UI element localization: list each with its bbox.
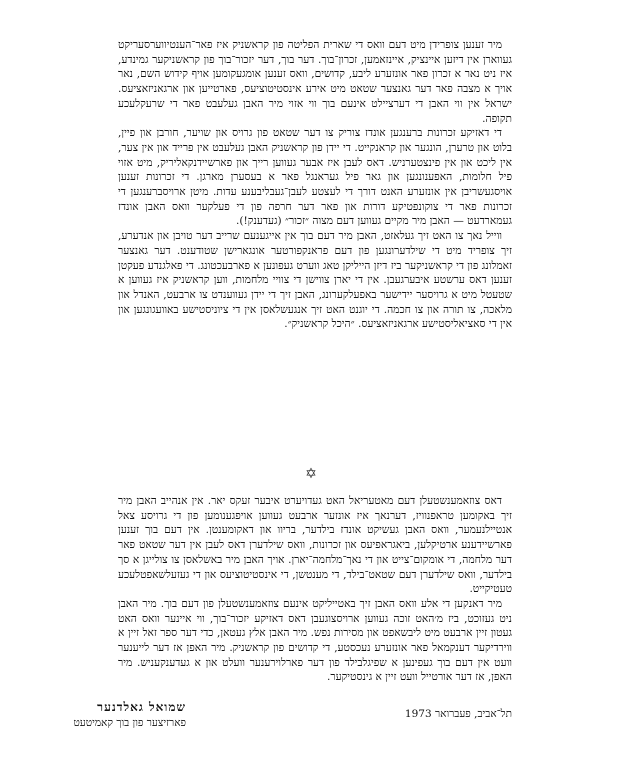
preface-text-part-2 [118, 494, 512, 685]
star-of-david-icon: ✡ [305, 466, 317, 482]
paragraph: ווייל נאך צו האט זיך געלאזט, האבן מיר דעם בוך אין אייגענעם שרייב דער טויבן און אנדערע, זיך צופריד מיט די שילדערונגען פון דעם פראנקפורטער אונגארישן שטודענט. דער גאנצער זאמלונג פון די קראשניקער ביז דיזן הייליקן טאג ווערט געפונען א פארבעכטונג. די פאלגנדע פעקטן זענען דאס ערשטע איבערגעבן. אין די יארן צווישן די צוויי מלחמות, ווען קראשניק איז געווען א שטעטל מיט א גרויסער יידישער באפעלקערונג, האבן זיך די יידן געווענדט צו ארבעט, האנדל און מלאכה, צו תורה און צו חכמה. די יוגנט האט זיך אנגעשלאסן אין די ציוניסטישע באוועגונגען און אין די סאציאליסטישע ארגאניזאציעס. ״היכל קראשניק״. [118, 230, 512, 331]
paragraph: מיר דאנקען די אלע וואס האבן זיך באטייליקט אינעם צוזאמענשטעלן פון דעם בוך. מיר האבן ניט געזוכט, ביז מ׳האט זוכה געווען ארויסצוגעבן דאס דאזיקע יזכור־בוך, ווי איינער וואס האט געטון זיין ארבעט מיט ליבשאפט און מסירות נפש. מיר האבן אלץ געטאן, כדי דער ספר זאל זיין א ווירדיקער דענקמאל פאר אונזערע נעכסטע, די קדושים פון קראשניק. מיר האפן אז דער לייענער וועט אין דעם בוך געפינען א שפיגלבילד פון דער פארלוירענער וועלט און א געדענקעניש. מיר האפן, אז דער אורטייל וועט זיין א גינסטיקער. [118, 597, 512, 684]
preface-text-part-1 [118, 38, 512, 332]
signature-name: שמואל גאלדנער [97, 700, 186, 714]
paragraph: דאס צוזאמענשטעלן דעם מאטעריאל האט געדויערט איבער זעקס יאר. אין אנהייב האבן מיר זיך באקומען טראפנוויז, דערנאך איז אונזער ארבעט געווען אויפגענומען פון די גרויסע צאל אנטיילנעמער, וואס האבן געשיקט אונדז בילדער, בריוו און דאקומענטן. אין דעם בוך זענען פארשיידענע ארטיקלען, ביאגראפיעס און זכרונות, וואס שילדערן דאס לעבן אין דער שטאט פאר דער מלחמה, די אומקום־צייט און די נאך־מלחמה־יארן. אויך האבן מיר באשלאסן צו צולייגן א סך בילדער, וואס שילדערן דעם שטאט־בילד, די מענטשן, די אינסטיטוציעס און די געזעלשאפטלעכע טעטיקייט. [118, 495, 512, 596]
signature-role: פארזיצער פון בוך קאמיטעט [73, 717, 186, 729]
place-and-date: תל־אביב, פעברואר 1973 [404, 708, 512, 720]
paragraph: מיר זענען צופרידן מיט דעם וואס די שארית הפליטה פון קראשניק איז פאר־הענטיווערסעריקט געווארן אין דיזען איינציק, איינזאמען, זכרון־בוך. דער בוך, דער יזכור־בוך פון קראשניקער גמינדע, איז ניט נאר א זכרון פאר אונזערע ליבע, קדושים, וואס זענען אומגעקומען אויף קידוש השם, נאר אויך א מצבה פאר דער גאנצער שטאט מיט אירע אינסטיטוציעס, פארטייען און ארגאניזאציעס. ישראל אין ווי האבן די דערציילט אינעם בוך ווי אזוי מיר האבן געלעבט פאר די שרעקלעכע תקופה. [118, 39, 512, 125]
paragraph: די דאזיקע זכרונות ברענגען אונדז צוריק צו דער שטאט פון גרויס און שויער, חורבן און פיין, בלוט און טרערן, הונגער און קראנקייט. די יידן פון קראשניק האבן געלעבט אין פרייד און אין צער, אין ליכט און אין פינצטערניש. דאס לעבן איז אבער געווען רייך און פארשיידנקאליריק, מיט אזוי פיל חלומות, האפענונגען און גאר פיל געראנגל פאר א בעסערן מארגן. די זכרונות זענען אויסגעשריבן אין אונזערע האנט דורך די לעצטע לעבן־געבליבענע עדות. מיטן ארויסברענגען די זכרונות פאר די צוקונפטיקע דורות און פאר דער חרפה פון די פעלקער וואס האבן אונדז געמארדעט — האבן מיר מקיים געווען דעם מצוה ״זכור״ (געדענק!). [118, 127, 512, 228]
